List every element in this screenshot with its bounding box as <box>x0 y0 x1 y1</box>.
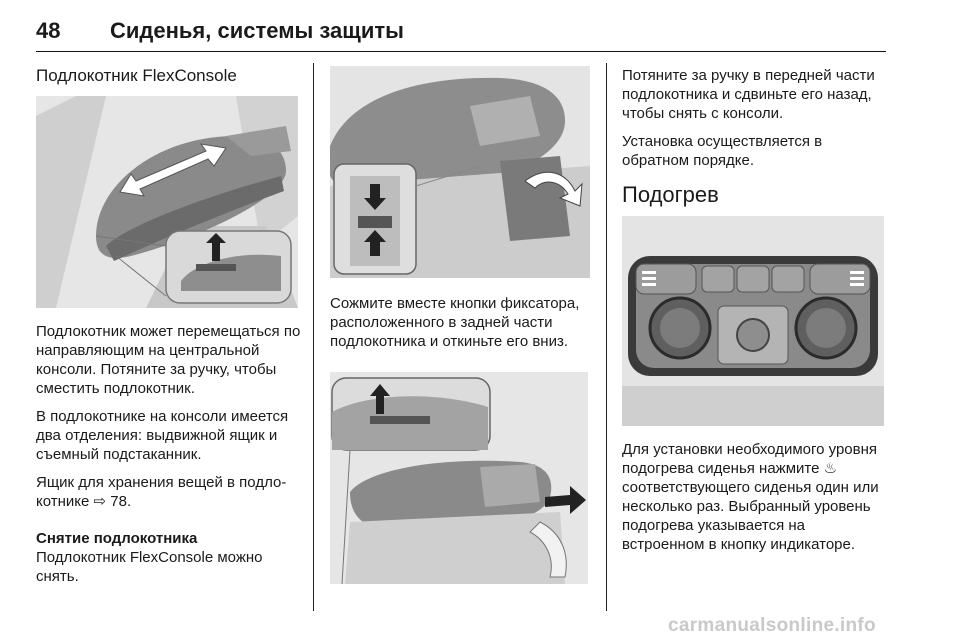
armrest-removal-illustration <box>330 372 588 584</box>
col3-text-bottom <box>622 440 888 554</box>
armrest-release-illustration <box>330 66 590 278</box>
armrest-para-3: Ящик для хранения вещей в подлокотнике ⇨ 78. <box>36 474 287 510</box>
column-divider-1 <box>313 63 314 611</box>
section-title: Сиденья, системы защиты <box>110 18 404 43</box>
page-number: 48 <box>36 18 61 43</box>
col3-text-top <box>622 66 888 170</box>
column-divider-2 <box>606 63 607 611</box>
release-para-1: Сожмите вместе кнопки фиксатора, расположенного в задней части подлокотника и откиньте его вниз. <box>330 295 580 350</box>
removal-para-1: Потяните за ручку в передней части подлокотника и сдвиньте его назад, чтобы снять с консоли. <box>622 67 875 122</box>
armrest-para-4: Подлокотник FlexConsole можно снять. <box>36 549 263 585</box>
armrest-slide-illustration <box>36 96 298 308</box>
header-rule <box>36 51 886 52</box>
heating-heading: Подогрев <box>622 182 719 207</box>
armrest-para-1: Подлокотник может перемещаться по направляющим на центральной консоли. Потяните за ручку, чтобы сместить подлокотник. <box>36 323 301 397</box>
col2-text <box>330 294 596 351</box>
removal-para-2: Установка осуществляется в обратном порядке. <box>622 133 823 169</box>
armrest-heading: Подлокотник FlexConsole <box>36 66 237 85</box>
heating-para-1: Для установки необходимого уровня подогрева сиденья нажмите ♨ соответствующего сиденья один или несколько раз. Выбранный уровень подогрева указывается на встроенном в кнопку индикаторе. <box>622 441 879 553</box>
climate-control-panel-illustration <box>622 216 884 426</box>
watermark: carmanualsonline.info <box>668 615 876 636</box>
removal-subheading: Снятие подлокотника <box>36 530 198 547</box>
armrest-para-2: В подлокотнике на консоли имеется два отделения: выдвижной ящик и съемный подстаканник. <box>36 408 289 463</box>
col1-text <box>36 322 302 586</box>
